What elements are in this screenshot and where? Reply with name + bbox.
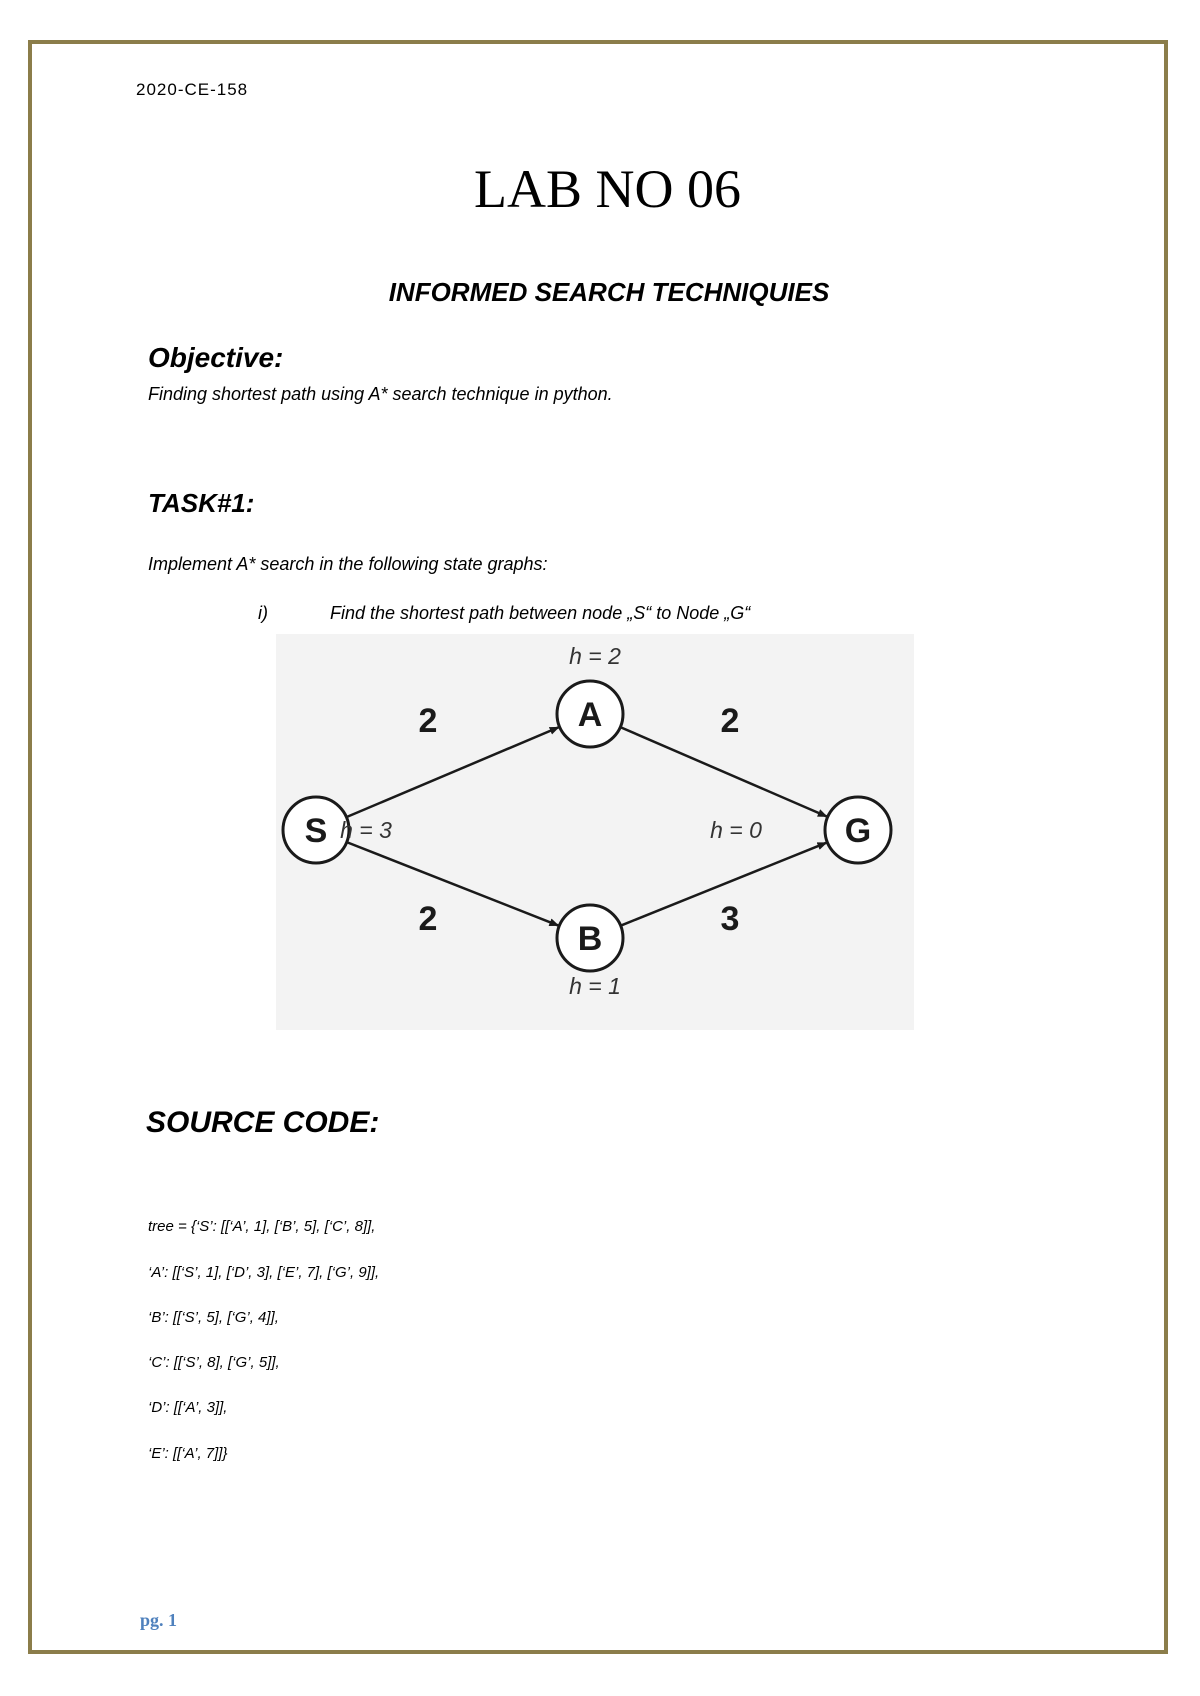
code-line: ‘A’: [[‘S’, 1], [‘D’, 3], [‘E’, 7], [‘G’, 9]], [148,1264,380,1281]
objective-heading: Objective: [148,342,284,373]
node-label-g: G [844,812,872,850]
edge-a-g [620,727,827,816]
edge-s-a [346,727,558,817]
student-id: 2020-CE-158 [136,80,249,99]
lab-title: LAB NO 06 [474,159,741,219]
task-heading: TASK#1: [148,488,255,518]
code-line: ‘B’: [[‘S’, 5], [‘G’, 4]], [148,1309,279,1326]
code-line: ‘C’: [[‘S’, 8], [‘G’, 5]], [148,1354,280,1371]
state-graph-svg [276,634,914,1030]
page-number: pg. 1 [140,1610,178,1630]
heuristic-label-b: h = 1 [569,973,621,999]
code-line: ‘D’: [[‘A’, 3]], [148,1399,228,1416]
edge-s-b [347,842,559,925]
edge-weight-a-g: 2 [720,702,740,740]
code-line: ‘E’: [[‘A’, 7]]} [148,1445,228,1462]
heuristic-label-a: h = 2 [569,643,621,669]
node-label-b: B [577,920,603,958]
task-item [258,603,750,624]
heuristic-label-g: h = 0 [710,817,762,843]
node-label-a: A [577,696,603,734]
node-label-s: S [304,812,328,850]
state-graph [276,634,914,1030]
heuristic-label-s: h = 3 [340,817,392,843]
task-intro: Implement A* search in the following state graphs: [148,554,548,574]
edge-weight-s-a: 2 [418,702,438,740]
task-item-text: Find the shortest path between node „S“ to Node „G“ [330,603,751,623]
objective-text: Finding shortest path using A* search technique in python. [148,384,613,404]
source-code-heading: SOURCE CODE: [146,1106,380,1139]
lab-subtitle: INFORMED SEARCH TECHNIQUIES [388,277,830,307]
code-line: tree = {‘S’: [[‘A’, 1], [‘B’, 5], [‘C’, 8]], [148,1218,376,1235]
edge-weight-s-b: 2 [418,900,438,938]
task-item-number: i) [258,603,268,623]
edge-weight-b-g: 3 [720,900,740,938]
